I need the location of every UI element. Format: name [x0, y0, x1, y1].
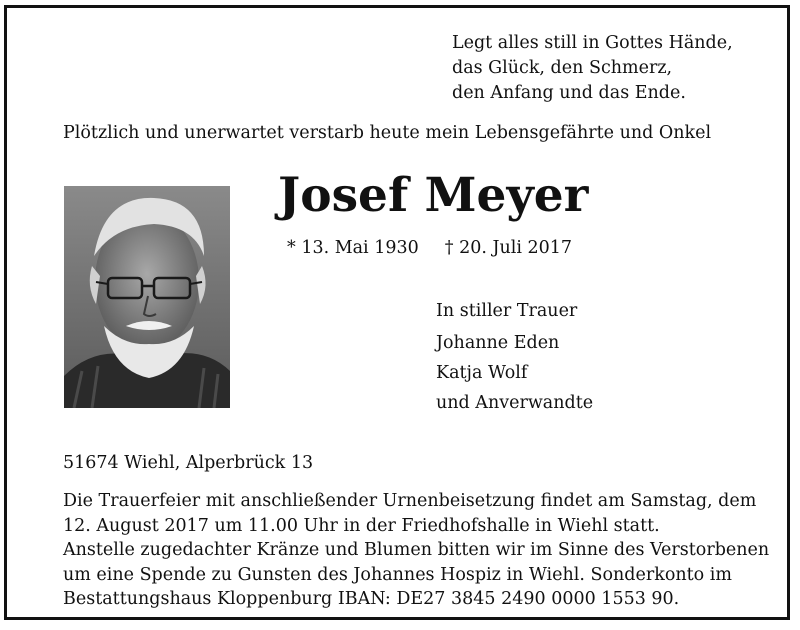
mourner-name: Johanne Eden [436, 333, 560, 353]
notice-line: Anstelle zugedachter Kränze und Blumen bitten wir im Sinne des Verstorbenen [63, 540, 770, 560]
life-dates [287, 236, 572, 260]
notice-line: Bestattungshaus Kloppenburg IBAN: DE27 3845 2490 0000 1553 90. [63, 589, 680, 609]
notice-line: 12. August 2017 um 11.00 Uhr in der Friedhofshalle in Wiehl statt. [63, 515, 660, 536]
intro-text: Plötzlich und unerwartet verstarb heute mein Lebensgefährte und Onkel [63, 123, 712, 143]
poem-line: den Anfang und das Ende. [452, 83, 686, 103]
mourner-name: und Anverwandte [436, 393, 594, 413]
portrait-photo [64, 186, 230, 408]
death-date: † 20. Juli 2017 [444, 238, 573, 258]
mourning-heading: In stiller Trauer [436, 301, 578, 321]
notice-line: Die Trauerfeier mit anschließender Urnenbeisetzung findet am Samstag, dem [63, 491, 757, 511]
deceased-name: Josef Meyer [278, 168, 589, 223]
mourners [436, 299, 593, 421]
mourner-name: Katja Wolf [436, 363, 528, 383]
notice-line: um eine Spende zu Gunsten des Johannes Hospiz in Wiehl. Sonderkonto im [63, 564, 732, 585]
funeral-notice [63, 489, 769, 612]
address: 51674 Wiehl, Alperbrück 13 [63, 453, 314, 473]
poem [452, 31, 733, 106]
poem-line: das Glück, den Schmerz, [452, 58, 673, 78]
poem-line: Legt alles still in Gottes Hände, [452, 33, 733, 53]
birth-date: * 13. Mai 1930 [287, 238, 419, 258]
